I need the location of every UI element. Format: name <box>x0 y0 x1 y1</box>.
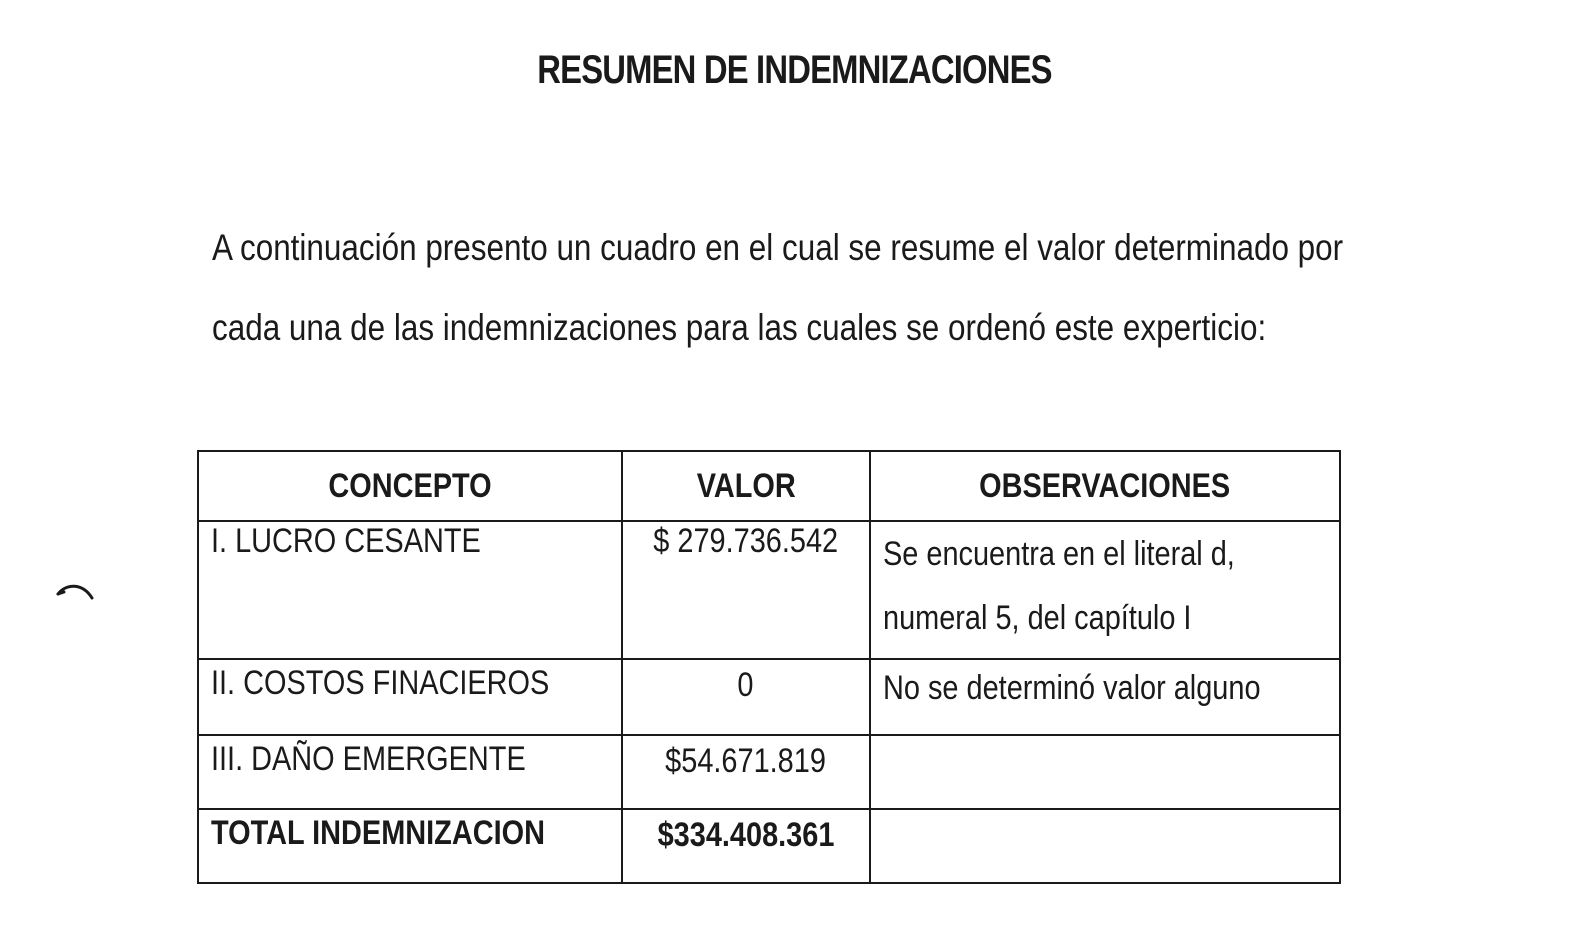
cell-total-observaciones <box>870 809 1340 883</box>
table-row <box>198 659 1340 735</box>
indemnization-summary-table <box>197 450 1341 884</box>
table-row <box>198 521 1340 659</box>
header-valor: VALOR <box>622 451 870 521</box>
table-row <box>198 735 1340 809</box>
cell-concepto: II. COSTOS FINACIEROS <box>198 659 622 735</box>
cell-observaciones <box>870 735 1340 809</box>
intro-line-1: A continuación presento un cuadro en el cual se resume el valor determinado por <box>212 227 1344 268</box>
header-observaciones: OBSERVACIONES <box>870 451 1340 521</box>
cell-valor: $ 279.736.542 <box>622 521 870 659</box>
cell-total-concepto: TOTAL INDEMNIZACION <box>198 809 622 883</box>
document-title: RESUMEN DE INDEMNIZACIONES <box>537 48 1052 92</box>
cell-observaciones: No se determinó valor alguno <box>870 659 1340 735</box>
arc-pen-mark-icon <box>56 580 96 610</box>
cell-concepto: I. LUCRO CESANTE <box>198 521 622 659</box>
cell-total-valor: $334.408.361 <box>622 809 870 883</box>
header-concepto: CONCEPTO <box>198 451 622 521</box>
table-total-row <box>198 809 1340 883</box>
intro-line-2: cada una de las indemnizaciones para las cuales se ordenó este experticio: <box>212 307 1267 348</box>
cell-observaciones: Se encuentra en el literal d, numeral 5, del capítulo I <box>870 521 1340 659</box>
cell-valor: $54.671.819 <box>622 735 870 809</box>
cell-valor: 0 <box>622 659 870 735</box>
table-header-row <box>198 451 1340 521</box>
cell-concepto: III. DAÑO EMERGENTE <box>198 735 622 809</box>
intro-paragraph <box>212 208 1344 368</box>
